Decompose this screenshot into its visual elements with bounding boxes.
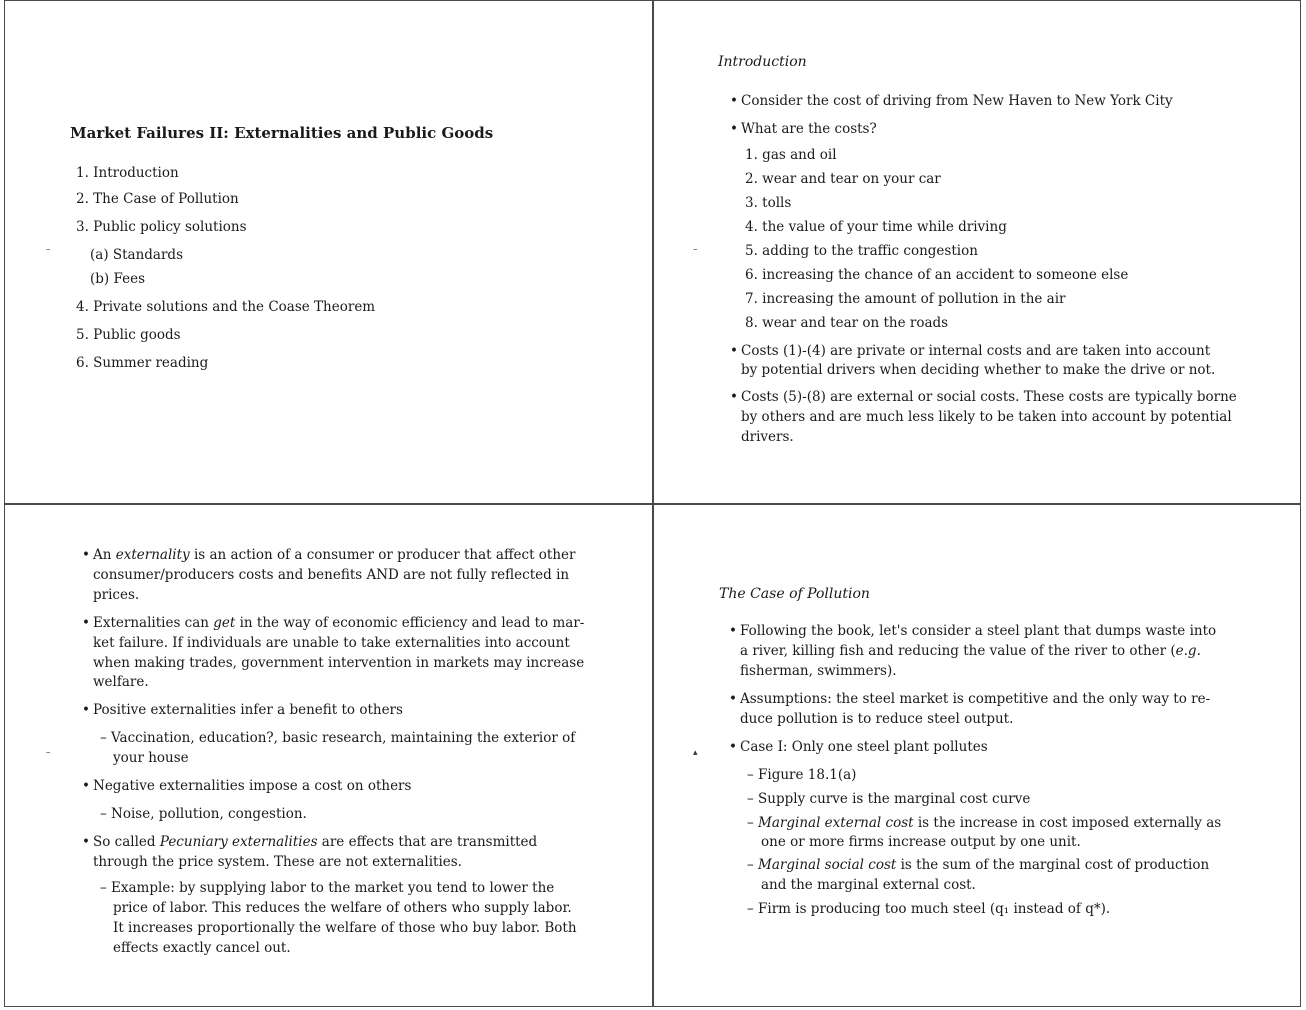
bullet-continuation: through the price system. These are not externalities. [93,854,462,870]
slide-marker: – [46,245,51,255]
slide-1 [0,0,652,503]
bullet-continuation: fisherman, swimmers). [740,663,897,679]
bullet-continuation: consumer/producers costs and benefits AND are not fully reflected in [93,567,570,583]
sub-bullet: – Marginal external cost is the increase in cost imposed externally as [747,815,1222,831]
sub-bullet: – Vaccination, education?, basic research, maintaining the exterior of [100,730,576,746]
slide-marker: – [46,748,51,758]
slide-2-heading: Introduction [718,54,807,70]
sub-bullet-continuation: one or more firms increase output by one unit. [761,834,1081,850]
bullet-item: • Assumptions: the steel market is competitive and the only way to re- [740,693,1210,707]
bullet-item: • Positive externalities infer a benefit to others [93,704,403,718]
outline-subitem: (a) Standards [90,247,184,263]
sub-bullet: – Marginal social cost is the sum of the marginal cost of production [747,857,1210,873]
slide-marker: – [693,245,698,255]
cost-item: 7. increasing the amount of pollution in the air [745,291,1066,307]
sub-bullet-continuation: effects exactly cancel out. [113,940,291,956]
outline-subitem: (b) Fees [90,271,146,287]
slide-4-heading: The Case of Pollution [719,586,870,602]
cost-item: 6. increasing the chance of an accident to someone else [745,267,1129,283]
outline-item: 2. The Case of Pollution [76,191,239,207]
bullet-item: • Following the book, let's consider a steel plant that dumps waste into [740,625,1216,639]
sub-bullet-continuation: your house [113,750,189,766]
slide-4 [653,505,1301,1007]
sub-bullet: – Supply curve is the marginal cost curve [747,791,1031,807]
bullet-continuation: welfare. [93,674,149,690]
cost-item: 3. tolls [745,195,792,211]
outline-item: 4. Private solutions and the Coase Theorem [76,299,376,315]
bullet-continuation: by potential drivers when deciding whether to make the drive or not. [741,362,1216,378]
bullet-item: • Case I: Only one steel plant pollutes [740,741,988,755]
cost-item: 8. wear and tear on the roads [745,315,949,331]
outline-item: 6. Summer reading [76,355,209,371]
bullet-continuation: a river, killing fish and reducing the value of the river to other (e.g. [740,643,1201,659]
bullet-item: • Costs (1)-(4) are private or internal costs and are taken into account [741,345,1210,359]
bullet-continuation: by others and are much less likely to be taken into account by potential [741,409,1232,425]
bullet-continuation: drivers. [741,429,794,445]
bullet-continuation: duce pollution is to reduce steel output. [740,711,1014,727]
cost-item: 2. wear and tear on your car [745,171,941,187]
sub-bullet: – Figure 18.1(a) [747,767,857,783]
cost-item: 5. adding to the traffic congestion [745,243,978,259]
slide-1-title: Market Failures II: Externalities and Public Goods [70,124,494,142]
sub-bullet-continuation: It increases proportionally the welfare of those who buy labor. Both [113,920,577,936]
sub-bullet-continuation: price of labor. This reduces the welfare of others who supply labor. [113,900,572,916]
bullet-item: • What are the costs? [741,123,877,137]
bullet-item: • Negative externalities impose a cost on others [93,780,411,794]
slide-3 [0,505,652,1007]
cost-item: 1. gas and oil [745,147,837,163]
outline-item: 3. Public policy solutions [76,219,247,235]
bullet-continuation: prices. [93,587,140,603]
bullet-continuation: ket failure. If individuals are unable to take externalities into account [93,635,570,651]
sub-bullet: – Example: by supplying labor to the market you tend to lower the [100,880,555,896]
outline-item: 5. Public goods [76,327,181,343]
cost-item: 4. the value of your time while driving [745,219,1007,235]
sub-bullet-continuation: and the marginal external cost. [761,877,976,893]
bullet-item: • Externalities can get in the way of economic efficiency and lead to mar- [93,617,584,631]
slide-marker: ▴ [693,748,698,758]
bullet-item: • Consider the cost of driving from New Haven to New York City [741,95,1173,109]
sub-bullet: – Firm is producing too much steel (q₁ instead of q*). [747,901,1111,917]
bullet-item: • Costs (5)-(8) are external or social costs. These costs are typically borne [741,391,1237,405]
slide-2 [653,0,1301,503]
bullet-item: • An externality is an action of a consumer or producer that affect other [93,549,576,563]
bullet-item: • So called Pecuniary externalities are effects that are transmitted [93,836,537,850]
bullet-continuation: when making trades, government intervention in markets may increase [93,655,585,671]
sub-bullet: – Noise, pollution, congestion. [100,806,307,822]
outline-item: 1. Introduction [76,165,179,181]
